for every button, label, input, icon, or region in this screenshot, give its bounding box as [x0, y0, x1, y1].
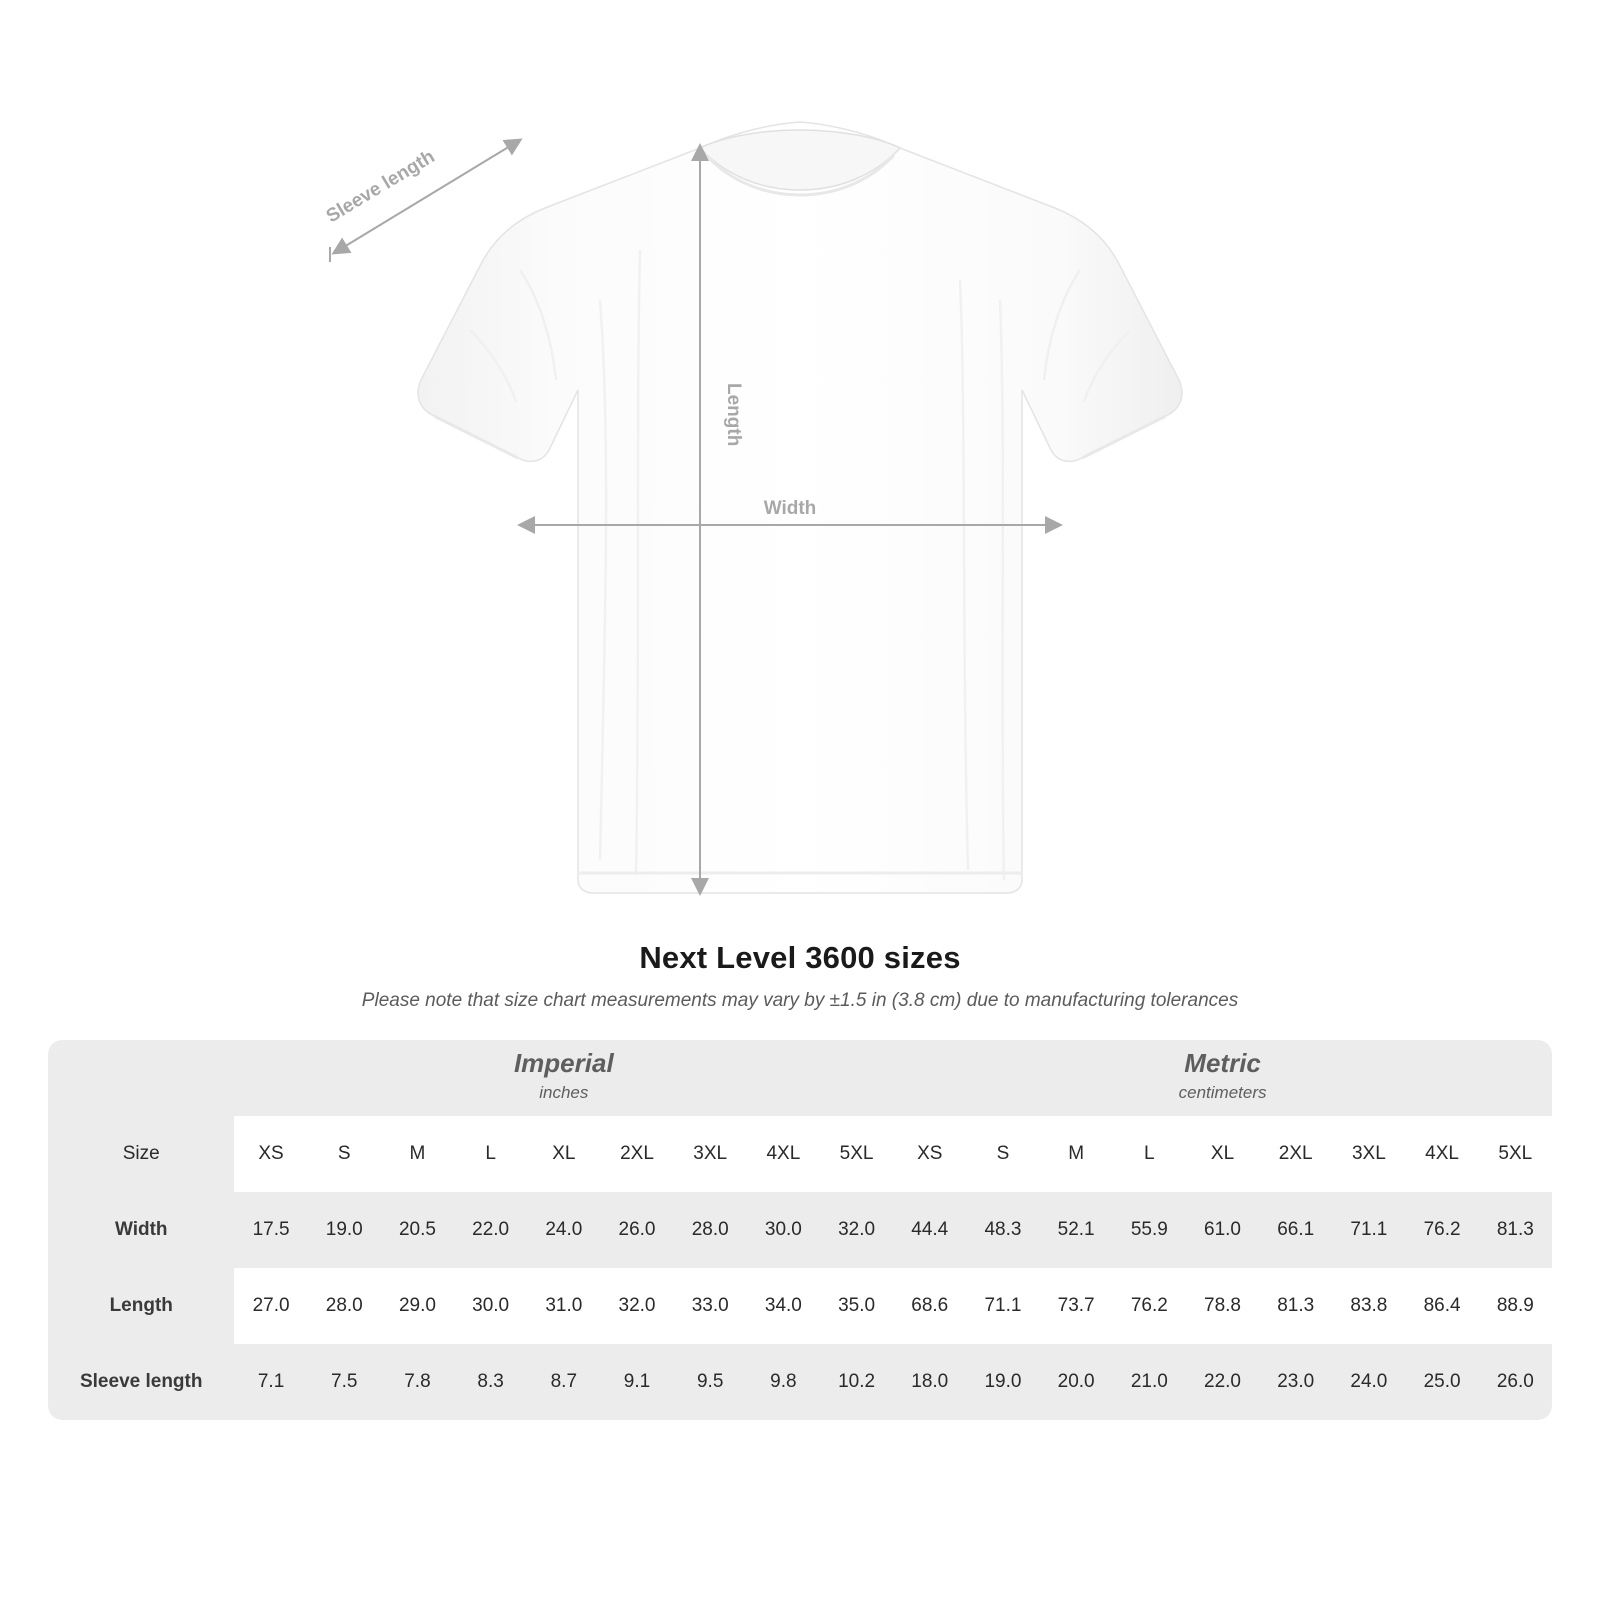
table-cell: 31.0	[527, 1268, 600, 1344]
table-cell: 26.0	[1479, 1344, 1552, 1420]
unit-group-metric-name: Metric	[1184, 1048, 1261, 1079]
table-cell: 19.0	[966, 1344, 1039, 1420]
size-header-cell: 2XL	[600, 1116, 673, 1192]
row-label: Sleeve length	[48, 1344, 234, 1420]
table-cell: 68.6	[893, 1268, 966, 1344]
table-cell: 29.0	[381, 1268, 454, 1344]
table-cell: 8.3	[454, 1344, 527, 1420]
unit-group-imperial-sub: inches	[539, 1083, 589, 1103]
table-cell: 7.8	[381, 1344, 454, 1420]
table-row	[48, 1344, 1552, 1420]
sleeve-length-label: Sleeve length	[322, 146, 439, 228]
table-cell: 71.1	[1332, 1192, 1405, 1268]
size-header-cell: M	[1040, 1116, 1113, 1192]
table-cell: 24.0	[1332, 1344, 1405, 1420]
table-cell: 81.3	[1479, 1192, 1552, 1268]
size-header-cell: 4XL	[1405, 1116, 1478, 1192]
table-cell: 17.5	[234, 1192, 307, 1268]
table-cell: 32.0	[600, 1268, 673, 1344]
table-row	[48, 1192, 1552, 1268]
table-cell: 21.0	[1113, 1344, 1186, 1420]
table-cell: 55.9	[1113, 1192, 1186, 1268]
width-label: Width	[763, 498, 817, 519]
table-cell: 26.0	[600, 1192, 673, 1268]
size-header-cell: XS	[893, 1116, 966, 1192]
table-cell: 71.1	[966, 1268, 1039, 1344]
table-cell: 27.0	[234, 1268, 307, 1344]
length-label: Length	[723, 383, 744, 447]
table-cell: 81.3	[1259, 1268, 1332, 1344]
size-header-cell: L	[454, 1116, 527, 1192]
table-cell: 9.5	[674, 1344, 747, 1420]
table-cell: 86.4	[1405, 1268, 1478, 1344]
size-header-cell: S	[966, 1116, 1039, 1192]
sleeve-length-dimension	[323, 140, 520, 262]
table-cell: 44.4	[893, 1192, 966, 1268]
unit-group-imperial-name: Imperial	[513, 1048, 614, 1079]
table-cell: 88.9	[1479, 1268, 1552, 1344]
size-header-cell: 2XL	[1259, 1116, 1332, 1192]
table-cell: 32.0	[820, 1192, 893, 1268]
row-label: Width	[48, 1192, 234, 1268]
table-cell: 9.8	[747, 1344, 820, 1420]
chart-title-block	[0, 940, 1600, 1012]
table-cell: 76.2	[1113, 1268, 1186, 1344]
tolerance-note: Please note that size chart measurements may vary by ±1.5 in (3.8 cm) due to manufacturing tolerances	[361, 990, 1239, 1011]
size-header-cell: 5XL	[1479, 1116, 1552, 1192]
table-cell: 9.1	[600, 1344, 673, 1420]
table-cell: 28.0	[308, 1268, 381, 1344]
table-cell: 35.0	[820, 1268, 893, 1344]
page-title: Next Level 3600 sizes	[639, 940, 961, 975]
size-chart-table	[48, 1040, 1552, 1420]
table-cell: 10.2	[820, 1344, 893, 1420]
size-header-cell: M	[381, 1116, 454, 1192]
table-cell: 22.0	[454, 1192, 527, 1268]
size-header-cell: 3XL	[674, 1116, 747, 1192]
size-chart-table-wrap	[48, 1040, 1552, 1420]
row-label: Length	[48, 1268, 234, 1344]
size-header-row	[48, 1116, 1552, 1192]
table-cell: 23.0	[1259, 1344, 1332, 1420]
table-cell: 30.0	[747, 1192, 820, 1268]
size-header-label: Size	[48, 1116, 234, 1192]
table-cell: 20.5	[381, 1192, 454, 1268]
table-cell: 52.1	[1040, 1192, 1113, 1268]
table-cell: 20.0	[1040, 1344, 1113, 1420]
table-cell: 33.0	[674, 1268, 747, 1344]
unit-group-imperial	[234, 1040, 893, 1116]
size-header-cell: XS	[234, 1116, 307, 1192]
size-header-cell: 5XL	[820, 1116, 893, 1192]
size-header-cell: XL	[1186, 1116, 1259, 1192]
table-cell: 73.7	[1040, 1268, 1113, 1344]
table-cell: 34.0	[747, 1268, 820, 1344]
table-cell: 30.0	[454, 1268, 527, 1344]
table-cell: 25.0	[1405, 1344, 1478, 1420]
table-cell: 76.2	[1405, 1192, 1478, 1268]
table-cell: 7.1	[234, 1344, 307, 1420]
table-cell: 22.0	[1186, 1344, 1259, 1420]
table-row	[48, 1268, 1552, 1344]
table-cell: 18.0	[893, 1344, 966, 1420]
size-header-cell: L	[1113, 1116, 1186, 1192]
table-cell: 28.0	[674, 1192, 747, 1268]
table-cell: 66.1	[1259, 1192, 1332, 1268]
size-header-cell: XL	[527, 1116, 600, 1192]
table-cell: 24.0	[527, 1192, 600, 1268]
table-cell: 48.3	[966, 1192, 1039, 1268]
table-cell: 8.7	[527, 1344, 600, 1420]
table-cell: 83.8	[1332, 1268, 1405, 1344]
size-header-cell: S	[308, 1116, 381, 1192]
size-header-cell: 3XL	[1332, 1116, 1405, 1192]
table-cell: 7.5	[308, 1344, 381, 1420]
unit-group-metric-sub: centimeters	[1178, 1083, 1267, 1103]
table-cell: 19.0	[308, 1192, 381, 1268]
table-cell: 78.8	[1186, 1268, 1259, 1344]
unit-corner-cell	[48, 1040, 234, 1116]
unit-group-metric	[893, 1040, 1552, 1116]
table-cell: 61.0	[1186, 1192, 1259, 1268]
unit-header-row	[48, 1040, 1552, 1116]
size-header-cell: 4XL	[747, 1116, 820, 1192]
